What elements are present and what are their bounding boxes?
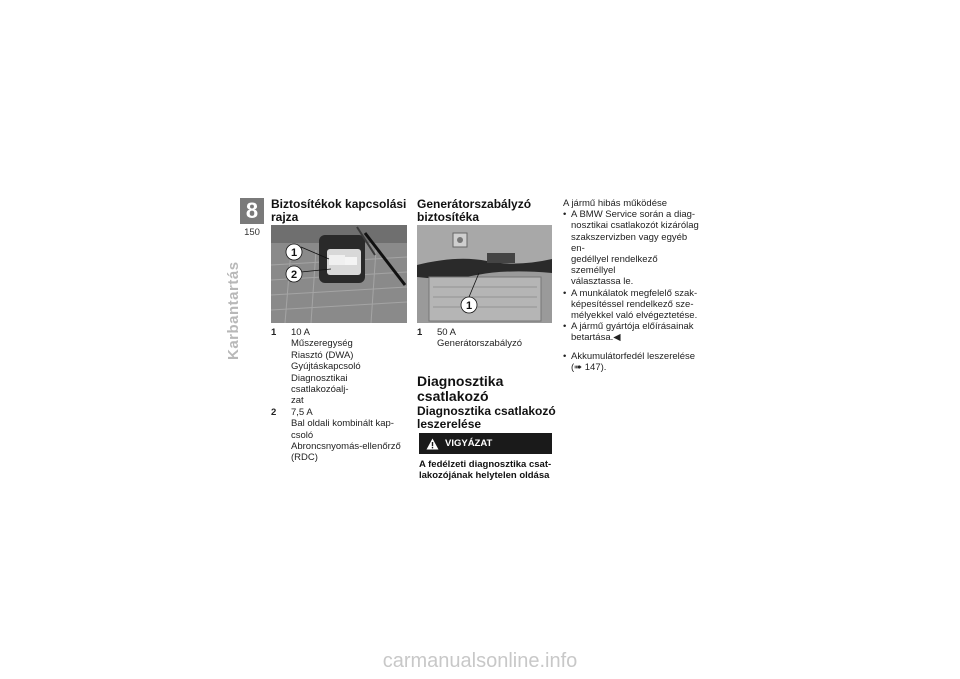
warning-triangle-icon [426, 438, 439, 450]
chapter-title-vertical: Karbantartás [225, 261, 242, 360]
list-line: képesítéssel rendelkező sze- [571, 298, 694, 310]
legend-item [271, 407, 406, 464]
callout-1: 1 [465, 300, 473, 312]
callout-2: 2 [290, 269, 298, 281]
action-line: • Akkumulátorfedél leszerelése [571, 350, 696, 362]
generator-fuse-illustration [417, 225, 552, 323]
chapter-number-box: 8 [240, 198, 264, 224]
legend-line: Bal oldali kombinált kap- [291, 418, 394, 430]
warning-label: VIGYÁZAT [445, 438, 493, 449]
list-line: • A BMW Service során a diag- [571, 209, 696, 221]
legend-line: 7,5 A [291, 406, 313, 418]
diagnostic-section-heading [417, 374, 557, 404]
list-item [563, 288, 703, 322]
list-line: szakszervizben vagy egyéb en- [571, 231, 688, 254]
heading-line-2: biztosítéka [417, 210, 480, 224]
page-number: 150 [244, 227, 260, 238]
legend-number: 2 [271, 406, 277, 418]
legend-line: Műszeregység [291, 338, 353, 350]
legend-item [271, 327, 406, 407]
legend-line: Gyújtáskapcsoló [291, 361, 361, 373]
warning-text [419, 459, 559, 481]
warning-text-line: A fedélzeti diagnosztika csat- [419, 459, 552, 470]
legend-line: Generátorszabályzó [437, 338, 523, 350]
action-item [563, 351, 703, 373]
section-heading-line-1: Diagnosztika [417, 373, 504, 389]
list-line: • A munkálatok megfelelő szak- [571, 287, 698, 299]
diagnostic-subheading [417, 405, 557, 431]
heading-line-1: Generátorszabályzó [417, 197, 532, 211]
legend-line: csoló [291, 429, 314, 441]
list-line: gedéllyel rendelkező személlyel [571, 254, 658, 277]
list-line: mélyekkel való elvégeztetése. [571, 310, 698, 322]
list-item [563, 209, 703, 287]
action-list [563, 351, 703, 373]
legend-line: Abroncsnyomás-ellenőrző [291, 441, 401, 453]
fuse-box-photo [271, 225, 407, 323]
hazard-intro: A jármű hibás működése [563, 198, 668, 209]
watermark: carmanualsonline.info [382, 650, 578, 672]
legend-item [417, 327, 552, 350]
generator-legend [417, 327, 552, 350]
generator-fuse-photo [417, 225, 552, 323]
callout-1: 1 [290, 247, 298, 259]
generator-fuse-heading [417, 198, 557, 224]
legend-line: 50 A [437, 327, 457, 338]
legend-line: 10 A [291, 327, 311, 338]
legend-line: Riasztó (DWA) [291, 349, 354, 361]
legend-number: 1 [271, 327, 277, 338]
subheading-line-1: Diagnosztika csatlakozó [417, 404, 556, 418]
page-reference-link[interactable]: (➠ 147). [571, 361, 607, 373]
right-column [563, 198, 703, 373]
measures-list [563, 209, 703, 343]
fuse-diagram-heading [271, 198, 411, 224]
list-line: nosztikai csatlakozót kizárólag [571, 220, 699, 232]
fuse-box-illustration [271, 225, 407, 323]
subheading-line-2: leszerelése [417, 417, 482, 431]
warning-banner [419, 433, 552, 454]
list-line: betartása.◀ [571, 332, 621, 344]
list-line: választassa le. [571, 276, 634, 288]
heading-line-2: rajza [271, 210, 299, 224]
list-line: • A jármű gyártója előírásainak [571, 321, 694, 333]
legend-line: Diagnosztikai csatlakozóalj- [291, 372, 349, 396]
legend-number: 1 [417, 327, 423, 338]
heading-line-1: Biztosítékok kapcsolási [271, 197, 407, 211]
legend-line: zat [291, 395, 304, 407]
fuse-legend [271, 327, 406, 464]
section-heading-line-2: csatlakozó [417, 388, 489, 404]
list-item [563, 321, 703, 343]
legend-line: (RDC) [291, 452, 318, 464]
warning-text-line: lakozójának helytelen oldása [419, 470, 550, 482]
